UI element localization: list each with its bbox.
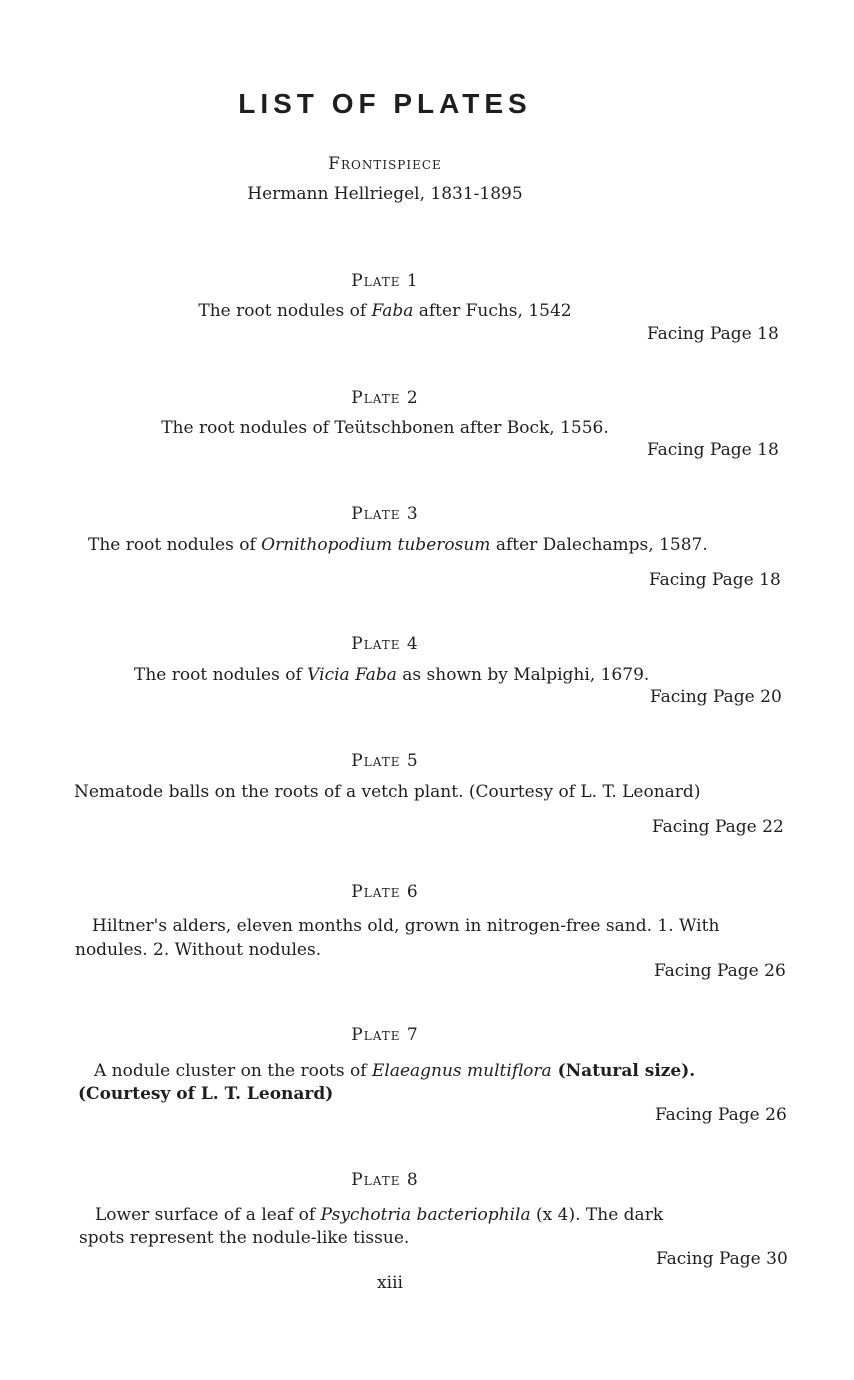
plate-6-facing: Facing Page 26: [654, 961, 786, 981]
caption-text: (Natural size).: [551, 1061, 696, 1081]
page-number: xiii: [377, 1273, 403, 1293]
page-title: LIST OF PLATES: [238, 88, 532, 119]
caption-italic: Elaeagnus multiflora: [371, 1061, 552, 1081]
caption-text: (x 4). The dark: [530, 1205, 664, 1225]
plate-8-caption-line-1: [95, 1205, 663, 1225]
plate-1-label: Plate 1: [351, 271, 419, 291]
plate-3-label: Plate 3: [351, 504, 419, 524]
plate-2-facing: Facing Page 18: [647, 440, 779, 460]
plate-1-facing: Facing Page 18: [647, 324, 779, 344]
plate-5-caption: Nematode balls on the roots of a vetch plant. (Courtesy of L. T. Leonard): [74, 782, 701, 802]
plate-6-caption-line-2: nodules. 2. Without nodules.: [75, 940, 322, 960]
caption-text: A nodule cluster on the roots of: [94, 1061, 372, 1081]
plate-8-label: Plate 8: [351, 1170, 419, 1190]
plate-7-caption-line-1: [94, 1061, 695, 1081]
plate-6-label: Plate 6: [351, 882, 419, 902]
plate-7-label: Plate 7: [351, 1025, 419, 1045]
plate-8-caption-line-2: spots represent the nodule-like tissue.: [79, 1228, 410, 1248]
plate-6-caption-line-1: Hiltner's alders, eleven months old, grown in nitrogen-free sand. 1. With: [92, 916, 720, 936]
plate-4-facing: Facing Page 20: [650, 687, 782, 707]
caption-text: Lower surface of a leaf of: [95, 1205, 321, 1225]
caption-text: The root nodules of: [198, 301, 372, 321]
caption-italic: Faba: [371, 301, 414, 321]
plate-2-caption: The root nodules of Teütschbonen after Bock, 1556.: [161, 418, 609, 438]
plate-5-label: Plate 5: [351, 751, 419, 771]
frontispiece-caption: Hermann Hellriegel, 1831-1895: [247, 184, 523, 204]
plate-4-label: Plate 4: [351, 634, 419, 654]
caption-text: The root nodules of: [134, 665, 308, 685]
caption-text: The root nodules of: [88, 535, 262, 555]
caption-text: after Fuchs, 1542: [413, 301, 572, 321]
caption-text: as shown by Malpighi, 1679.: [396, 665, 650, 685]
caption-italic: Ornithopodium tuberosum: [261, 535, 491, 555]
caption-italic: Vicia Faba: [307, 665, 397, 685]
plate-2-label: Plate 2: [351, 388, 419, 408]
caption-text: after Dalechamps, 1587.: [490, 535, 708, 555]
plate-3-facing: Facing Page 18: [649, 570, 781, 590]
caption-italic: Psychotria bacteriophila: [320, 1205, 531, 1225]
plate-4-caption: [134, 665, 649, 685]
plate-5-facing: Facing Page 22: [652, 817, 784, 837]
plate-3-caption: [88, 535, 708, 555]
plate-8-facing: Facing Page 30: [656, 1249, 788, 1269]
frontispiece-label: Frontispiece: [328, 154, 442, 174]
plate-7-caption-line-2: (Courtesy of L. T. Leonard): [78, 1084, 334, 1104]
plate-1-caption: [0, 301, 770, 321]
plate-7-facing: Facing Page 26: [655, 1105, 787, 1125]
